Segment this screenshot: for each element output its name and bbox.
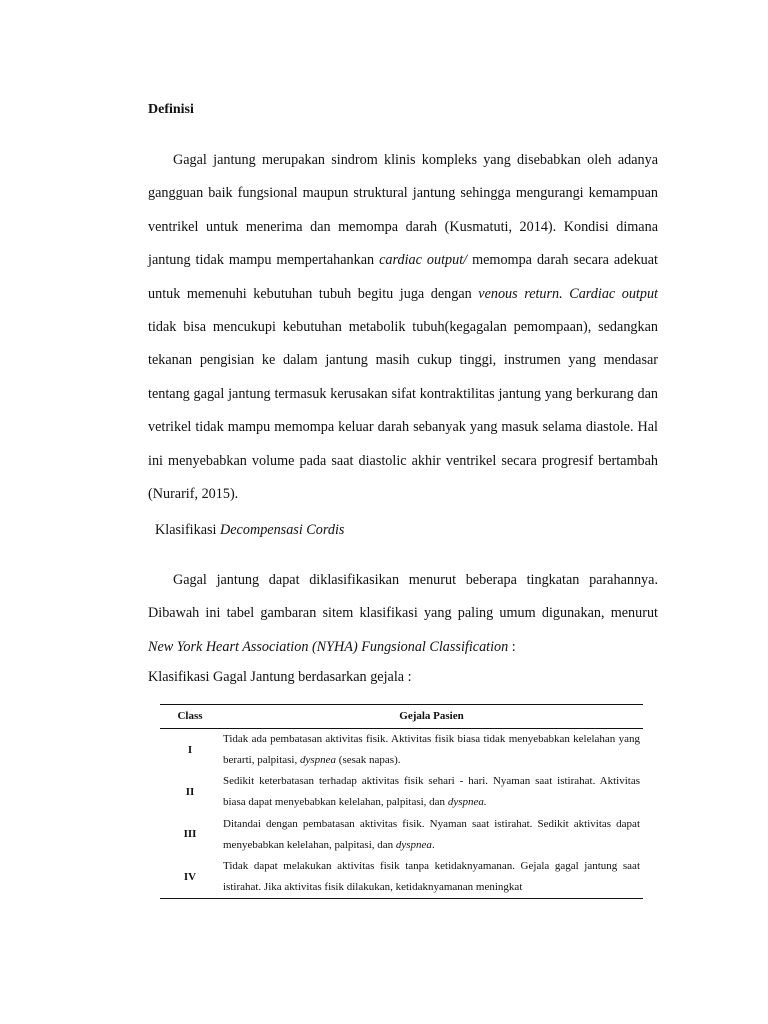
- definisi-text-1: Gagal jantung merupakan sindrom klinis kompleks yang disebabkan oleh adanya gangguan baik fungsional maupun struktural jantung sehingga mengurangi kemampuan ventrikel untuk menerima dan memompa darah (Kusmatuti, 2014). Kondisi dimana jantung tidak mampu mempertahankan: [148, 152, 658, 269]
- header-gejala-pasien: Gejala Pasien: [220, 705, 643, 729]
- desc-text: Tidak dapat melakukan aktivitas fisik tanpa ketidaknyamanan. Gejala gagal jantung saat istirahat. Jika aktivitas fisik dilakukan, ketidaknyamanan meningkat: [223, 860, 640, 893]
- table-header-row: [160, 705, 643, 729]
- klasifikasi-text-1: Gagal jantung dapat diklasifikasikan menurut beberapa tingkatan parahannya. Dibawah ini tabel gambaran sitem klasifikasi yang paling umum digunakan, menurut: [148, 572, 658, 622]
- desc-text-end: (sesak napas).: [336, 754, 401, 766]
- desc-italic: dyspnea: [299, 754, 337, 766]
- nyha-table-container: [160, 704, 643, 899]
- definisi-text-2: memompa darah secara adekuat untuk memenuhi kebutuhan tubuh begitu juga dengan: [148, 252, 658, 302]
- nyha-classification-table: [160, 704, 643, 899]
- section-heading-definisi: Definisi: [148, 102, 194, 117]
- definisi-text-3: tidak bisa mencukupi kebutuhan metabolik tubuh(kegagalan pemompaan), sedangkan tekanan pengisian ke dalam jantung masih cukup tinggi, instrumen yang mendasar tentang gagal jantung termasuk kerusakan sifat kontraktilitas jantung yang berkurang dan vetrikel tidak mampu memompa keluar darah sebanyak yang masuk selama diastole. Hal ini menyebabkan volume pada saat diastolic akhir ventrikel secara progresif bertambah (Nurarif, 2015).: [148, 319, 658, 503]
- section-heading-klasifikasi: [155, 522, 344, 539]
- klasifikasi-text-2: :: [508, 638, 516, 655]
- desc-text: Ditandai dengan pembatasan aktivitas fisik. Nyaman saat istirahat. Sedikit aktivitas dapat menyebabkan kelelahan, palpitasi, dan: [223, 817, 640, 851]
- definisi-paragraph: [148, 144, 658, 511]
- desc-text-end: .: [431, 838, 435, 851]
- klasifikasi-paragraph: [148, 564, 658, 664]
- desc-cell-iii: [220, 814, 643, 857]
- klasifikasi-heading-plain: Klasifikasi: [155, 522, 221, 538]
- desc-text: Sedikit keterbatasan terhadap aktivitas fisik sehari - hari. Nyaman saat istirahat. Aktivitas biasa dapat menyebabkan kelelahan, palpitasi, dan: [223, 775, 640, 809]
- table-row: [160, 729, 643, 772]
- klasifikasi-italic-nyha: New York Heart Association (NYHA) Fungsional Classification: [148, 638, 509, 655]
- table-caption: Klasifikasi Gagal Jantung berdasarkan gejala :: [148, 669, 412, 685]
- desc-cell-iv: [220, 856, 643, 899]
- header-class: Class: [160, 705, 220, 729]
- klasifikasi-heading-italic: Decompensasi Cordis: [220, 522, 345, 538]
- class-cell-i: I: [187, 743, 193, 756]
- desc-text: Tidak ada pembatasan aktivitas fisik. Aktivitas fisik biasa tidak menyebabkan kelelahan yang berarti, palpitasi,: [223, 733, 640, 766]
- desc-cell-ii: [220, 771, 643, 814]
- desc-cell-i: [220, 729, 643, 772]
- desc-italic: dyspnea: [395, 838, 432, 851]
- table-row: [160, 814, 643, 857]
- table-row: [160, 771, 643, 814]
- definisi-italic-cardiac-output: cardiac output/: [379, 252, 468, 269]
- desc-italic: dyspnea.: [447, 796, 487, 809]
- table-row: [160, 856, 643, 899]
- class-cell-iii: III: [183, 828, 197, 841]
- definisi-italic-venous-return: venous return. Cardiac output: [478, 285, 659, 302]
- class-cell-iv: IV: [160, 856, 220, 899]
- class-cell-ii: II: [185, 785, 195, 798]
